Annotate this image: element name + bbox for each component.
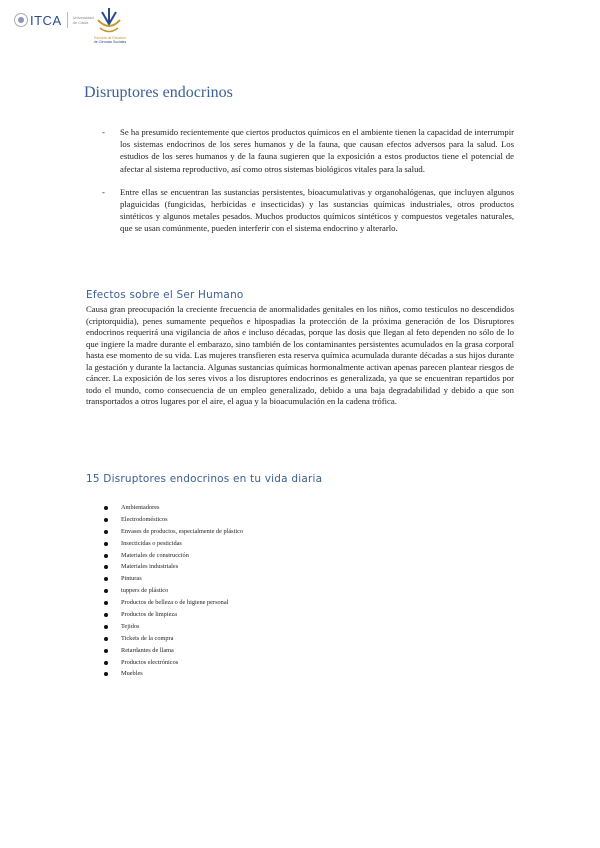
disruptors-list xyxy=(104,502,243,680)
list-item: Productos electrónicos xyxy=(104,657,243,669)
list-item: Ambientadores xyxy=(104,502,243,514)
cadiz-logo-line-2: de Ciencias Sociales xyxy=(93,40,127,44)
list-item: tuppers de plástico xyxy=(104,585,243,597)
list-item: Insecticidas o pesticidas xyxy=(104,538,243,550)
intro-list xyxy=(102,126,514,246)
itca-subtitle: Universidad de Cádiz xyxy=(72,15,94,25)
list-item: Materiales industriales xyxy=(104,561,243,573)
page-title: Disruptores endocrinos xyxy=(84,84,233,101)
list-item: Envases de productos, especialmente de plástico xyxy=(104,526,243,538)
cadiz-emblem-icon xyxy=(90,6,128,36)
list-item: Muebles xyxy=(104,668,243,680)
section-heading-effects: Efectos sobre el Ser Humano xyxy=(86,289,244,301)
itca-wordmark: ITCA xyxy=(30,12,62,28)
list-item: Materiales de construcción xyxy=(104,550,243,562)
list-item: Pinturas xyxy=(104,573,243,585)
list-item: Productos de belleza o de higiene personal xyxy=(104,597,243,609)
list-item: Tejidos xyxy=(104,621,243,633)
itca-logo xyxy=(14,12,95,28)
cadiz-logo xyxy=(90,6,128,50)
logo-divider xyxy=(67,12,68,28)
intro-item: - Se ha presumido recientemente que ciertos productos químicos en el ambiente tienen la capacidad de interrumpir los sistemas endocrinos de los seres humanos y de la fauna, que causan efectos adversos para la salud. Los estudios de los seres humanos y de la fauna sugieren que la exposición a estos productos tiene el potencial de afectar al sistema reproductivo, así como otros sistemas biológicos vitales para la salud. xyxy=(102,126,514,175)
intro-item: - Entre ellas se encuentran las sustancias persistentes, bioacumulativas y organohalógenas, que incluyen algunos plaguicidas (fungicidas, herbicidas e insecticidas) y las sustancias químicas industriales, otros productos sintéticos y algunos metales pesados. Muchos productos químicos sintéticos y compuestos vegetales naturales, que se usan comúnmente, pueden interferir con el sistema endocrino y alterarlo. xyxy=(102,186,514,235)
itca-emblem-icon xyxy=(14,13,28,27)
page-header xyxy=(14,6,214,50)
list-item: Retardantes de llama xyxy=(104,645,243,657)
section-heading-daily-life: 15 Disruptores endocrinos en tu vida diaria xyxy=(86,473,323,485)
list-item: Electrodomésticos xyxy=(104,514,243,526)
effects-paragraph: Causa gran preocupación la creciente frecuencia de anormalidades genitales en los niños, como testículos no descendidos (criptorquidia), penes sumamente pequeños e hipospadias la protección de la próxima generación de los Disruptores endocrinos requerirá una vigilancia de años e incluso décadas, porque las dosis que llegan al feto dependen no sólo de lo que ingiere la madre durante el embarazo, sino también de los contaminantes persistentes acumulados en la grasa corporal hasta ese momento de su vida. Las mujeres transfieren esta reserva química acumulada durante décadas a sus hijos durante la gestación y durante la lactancia. Algunas sustancias químicas hormonalmente activan apenas parecen plantear riesgos de cáncer. La exposición de los seres vivos a los disruptores endocrinos es generalizada, ya que se encuentran repartidos por todo el mundo, como consecuencia de un empleo generalizado, debido a una baja degradabilidad y debido a que son transportados a otros lugares por el aire, el agua y la bioacumulación en la cadena trófica. xyxy=(86,304,514,406)
list-item: Productos de limpieza xyxy=(104,609,243,621)
cadiz-logo-line-1: Escuela de Estudios xyxy=(94,36,126,40)
list-item: Tickets de la compra xyxy=(104,633,243,645)
